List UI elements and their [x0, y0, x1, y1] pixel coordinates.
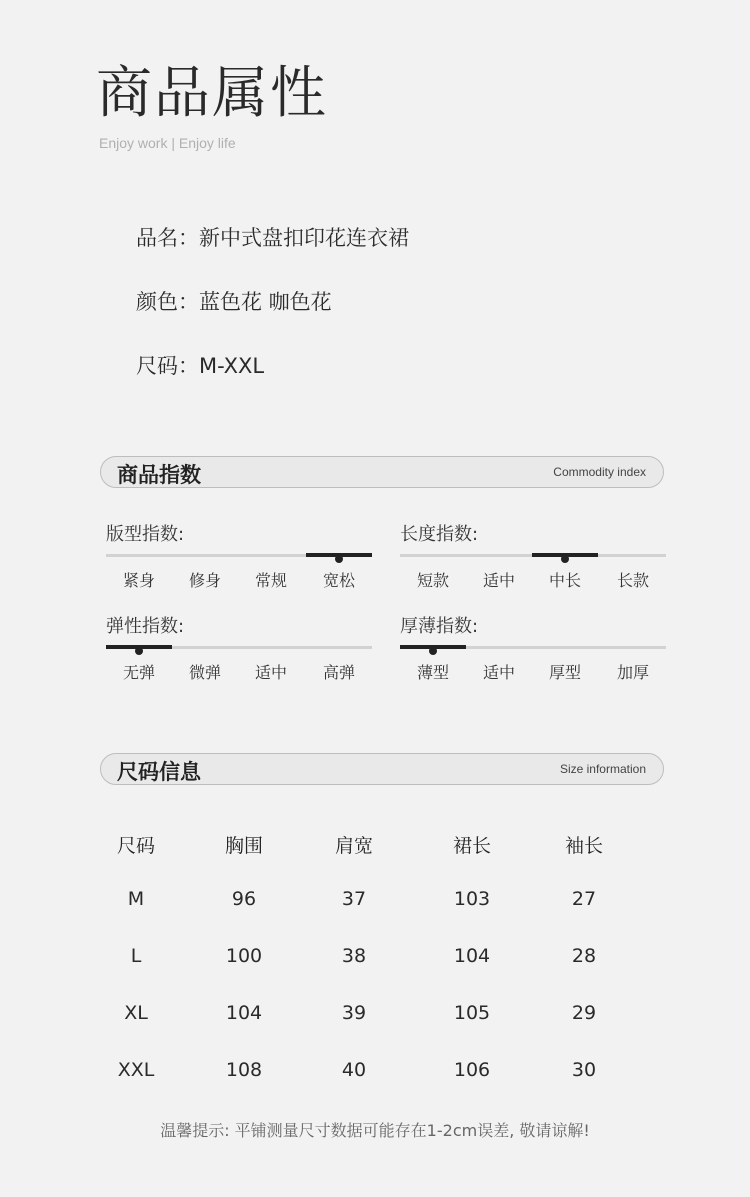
index-label: 版型指数: [106, 524, 185, 545]
index-option: 厚型 [548, 663, 581, 682]
index-track [400, 554, 666, 557]
index-marker-dot [429, 647, 437, 655]
index-marker-dot [561, 555, 569, 563]
index-option: 高弹 [322, 663, 355, 682]
index-label: 弹性指数: [106, 616, 185, 637]
section-subtitle: Commodity index [553, 465, 646, 479]
index-option: 宽松 [322, 571, 355, 590]
index-block [400, 520, 666, 600]
table-cell: 105 [453, 1002, 491, 1024]
table-cell: 38 [341, 945, 367, 967]
index-option: 无弹 [122, 663, 155, 682]
table-cell: 30 [571, 1059, 597, 1081]
index-option: 适中 [482, 571, 515, 590]
index-option: 加厚 [616, 663, 649, 682]
table-cell: 39 [341, 1002, 367, 1024]
page-title: 商品属性 [96, 61, 328, 126]
table-cell: 108 [225, 1059, 263, 1081]
table-header-cell: 裙长 [452, 835, 491, 857]
attr-name [136, 222, 409, 252]
table-cell: 96 [231, 888, 257, 910]
table-cell: 29 [571, 1002, 597, 1024]
page-subtitle: Enjoy work | Enjoy life [99, 135, 236, 151]
index-option: 适中 [482, 663, 515, 682]
index-track [400, 646, 666, 649]
table-cell: 104 [453, 945, 491, 967]
index-option: 中长 [548, 571, 581, 590]
index-track [106, 646, 372, 649]
index-option: 紧身 [122, 571, 155, 590]
size-info-header [100, 753, 664, 785]
table-cell: XXL [117, 1059, 155, 1081]
index-block [400, 612, 666, 692]
index-option: 常规 [254, 571, 287, 590]
section-title: 商品指数 [117, 463, 201, 487]
index-option: 短款 [416, 571, 449, 590]
table-cell: 104 [225, 1002, 263, 1024]
table-cell: 40 [341, 1059, 367, 1081]
table-cell: XL [124, 1002, 148, 1024]
index-marker-dot [335, 555, 343, 563]
index-block [106, 612, 372, 692]
table-header-cell: 肩宽 [334, 835, 373, 857]
index-label: 长度指数: [400, 524, 479, 545]
table-cell: 103 [453, 888, 491, 910]
table-cell: 100 [225, 945, 263, 967]
attr-label: 品名： [136, 226, 199, 250]
table-cell: 27 [571, 888, 597, 910]
table-cell: L [130, 945, 142, 967]
table-header-cell: 胸围 [224, 835, 263, 857]
index-block [106, 520, 372, 600]
table-header-cell: 袖长 [564, 835, 603, 857]
index-label: 厚薄指数: [400, 616, 479, 637]
attr-value: 蓝色花 咖色花 [199, 290, 332, 314]
table-cell: 106 [453, 1059, 491, 1081]
index-option: 微弹 [188, 663, 221, 682]
attr-label: 尺码： [136, 354, 199, 378]
commodity-index-header [100, 456, 664, 488]
table-cell: 37 [341, 888, 367, 910]
index-marker-dot [135, 647, 143, 655]
table-header-cell: 尺码 [116, 835, 155, 857]
section-title: 尺码信息 [117, 760, 201, 784]
index-option: 长款 [616, 571, 649, 590]
index-track [106, 554, 372, 557]
measurement-note: 温馨提示: 平铺测量尺寸数据可能存在1-2cm误差, 敬请谅解! [160, 1121, 590, 1140]
attr-label: 颜色： [136, 290, 199, 314]
attr-size [136, 350, 264, 380]
attr-value: M-XXL [199, 354, 265, 378]
index-option: 修身 [188, 571, 221, 590]
table-cell: 28 [571, 945, 597, 967]
index-option: 薄型 [416, 663, 449, 682]
attr-value: 新中式盘扣印花连衣裙 [199, 226, 409, 250]
index-option: 适中 [254, 663, 287, 682]
section-subtitle: Size information [559, 762, 646, 776]
attr-color [136, 286, 332, 316]
table-cell: M [127, 888, 145, 910]
